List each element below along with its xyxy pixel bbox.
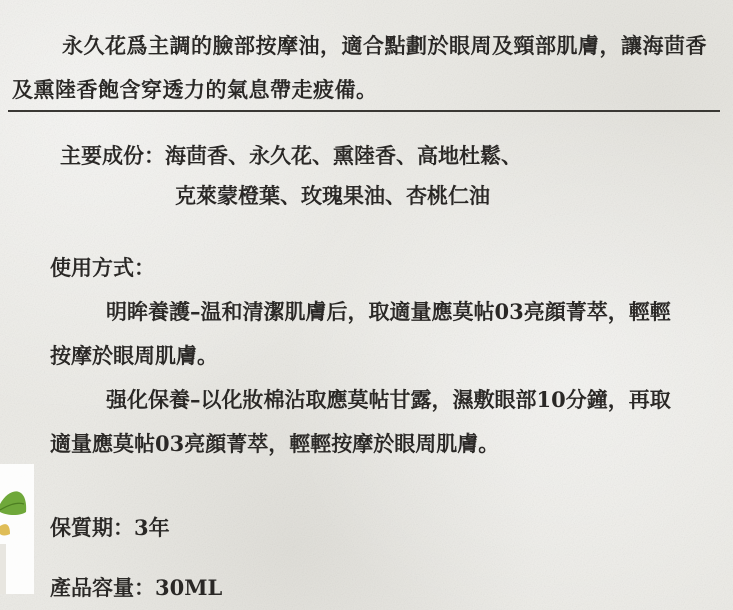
product-description: 永久花爲主調的臉部按摩油，適合點劃於眼周及頸部肌膚，讓海茴香及熏陸香飽含穿透力的氣息帶走疲備。 [12, 33, 707, 102]
usage-step-1: 明眸養護–温和清潔肌膚后，取適量應莫帖03亮顔菁萃，輕輕按摩於眼周肌膚。 [50, 299, 671, 368]
ingredients-list-1: 海茴香、永久花、熏陸香、高地杜鬆、 [165, 143, 522, 168]
leaf-icon [0, 464, 34, 594]
ingredients-label: 主要成份： [60, 143, 165, 168]
section-divider [8, 110, 720, 112]
usage-step-2: 强化保養–以化妝棉沾取應莫帖甘露，濕敷眼部10分鐘，再取適量應莫帖03亮顔菁萃，輕輕按摩於眼周肌膚。 [50, 387, 671, 456]
product-volume: 產品容量：30ML [50, 575, 223, 600]
usage-heading: 使用方式： [50, 255, 155, 280]
shelf-life: 保質期：3年 [50, 515, 170, 540]
ingredients-line-1 [60, 136, 710, 176]
ingredients-list-2: 克萊蒙橙葉、玫瑰果油、杏桃仁油 [175, 183, 490, 208]
ingredients-section [60, 136, 710, 216]
